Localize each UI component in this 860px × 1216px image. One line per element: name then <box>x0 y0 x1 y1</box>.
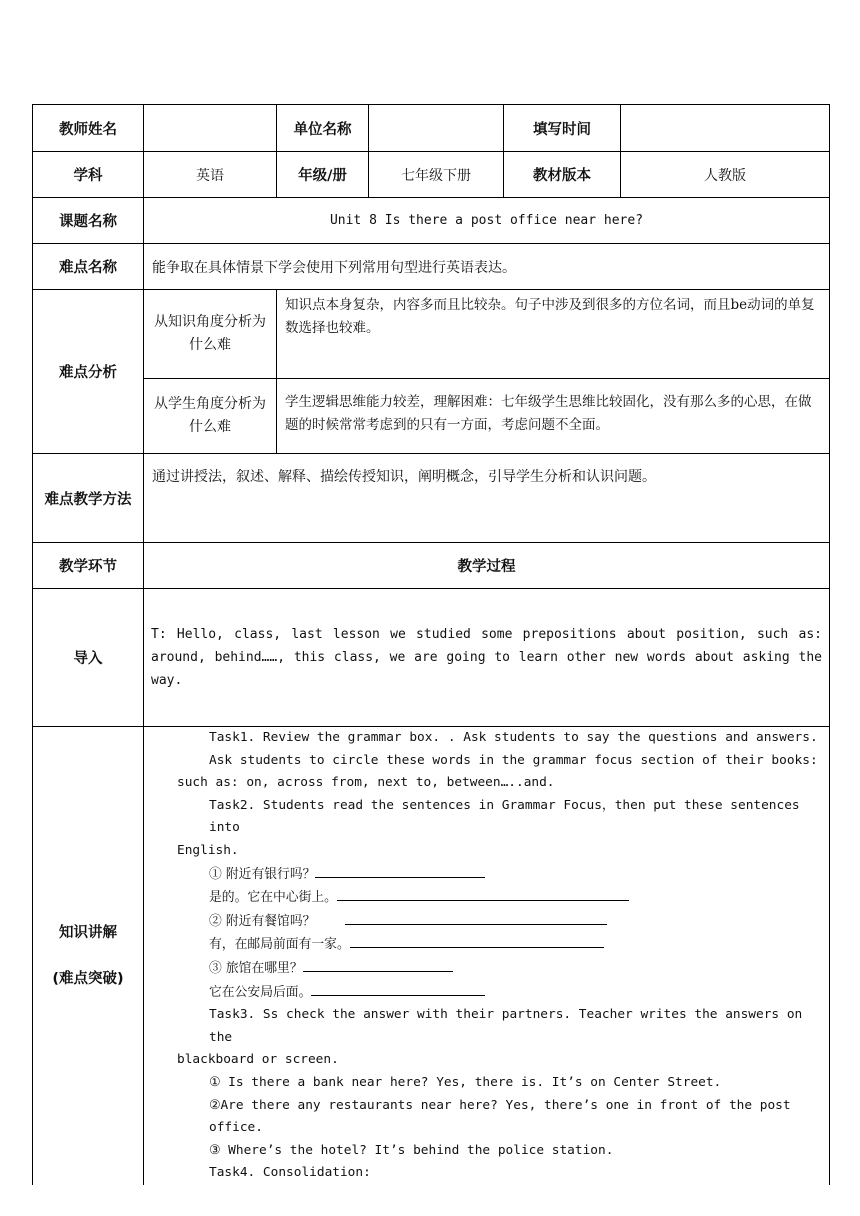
exercise-item: ③ 旅馆在哪里？ <box>177 957 823 981</box>
topic-value: Unit 8 Is there a post office near here? <box>144 198 830 244</box>
student-angle-text: 学生逻辑思维能力较差，理解困难：七年级学生思维比较固化，没有那么多的心思，在做题的时候常常考虑到的只有一方面，考虑问题不全面。 <box>277 379 830 454</box>
knowledge-angle-label: 从知识角度分析为什么难 <box>144 290 277 379</box>
intro-row <box>33 589 830 727</box>
difficulty-row <box>33 244 830 290</box>
fill-date-value <box>621 105 830 152</box>
info-row <box>33 152 830 198</box>
knowledge-angle-text: 知识点本身复杂，内容多而且比较杂。句子中涉及到很多的方位名词，而且be动词的单复数选择也较难。 <box>277 290 830 379</box>
answer-line: ① Is there a bank near here? Yes, there is. It’s on Center Street. <box>209 1074 722 1090</box>
method-row <box>33 454 830 543</box>
grade-value: 七年级下册 <box>369 152 504 198</box>
unit-name-value <box>369 105 504 152</box>
task1-line: such as: on, across from, next to, between…..and. <box>177 775 555 791</box>
answer-blank[interactable] <box>345 910 607 925</box>
subject-value: 英语 <box>144 152 277 198</box>
intro-label: 导入 <box>33 589 144 727</box>
task4-line: Task4. Consolidation: <box>209 1165 371 1181</box>
grade-label: 年级/册 <box>277 152 369 198</box>
process-label: 教学环节 <box>33 543 144 589</box>
header-row <box>33 105 830 152</box>
answer-blank[interactable] <box>311 981 485 996</box>
difficulty-value: 能争取在具体情景下学会使用下列常用句型进行英语表达。 <box>144 244 830 290</box>
topic-row <box>33 198 830 244</box>
knowledge-label-cell <box>33 727 144 1185</box>
subject-label: 学科 <box>33 152 144 198</box>
task2-line: Task2. Students read the sentences in Grammar Focus，then put these sentences into <box>209 797 800 836</box>
knowledge-content <box>144 727 830 1185</box>
exercise-item: 有，在邮局前面有一家。 <box>177 933 823 957</box>
answer-line: ②Are there any restaurants near here? Yes, there’s one in front of the post office. <box>209 1097 791 1136</box>
unit-name-label: 单位名称 <box>277 105 369 152</box>
edition-value: 人教版 <box>621 152 830 198</box>
teacher-name-label: 教师姓名 <box>33 105 144 152</box>
knowledge-label: 知识讲解 <box>59 924 117 941</box>
knowledge-row <box>33 727 830 1185</box>
exercise-item: 是的。它在中心街上。 <box>177 886 823 910</box>
teacher-name-value <box>144 105 277 152</box>
analysis-label: 难点分析 <box>33 290 144 454</box>
analysis-knowledge-row <box>33 290 830 379</box>
task3-line: Task3. Ss check the answer with their partners. Teacher writes the answers on the <box>209 1007 803 1045</box>
answer-blank[interactable] <box>315 863 485 878</box>
method-text: 通过讲授法，叙述、解释、描绘传授知识，阐明概念，引导学生分析和认识问题。 <box>144 454 830 543</box>
knowledge-sublabel: (难点突破) <box>52 970 124 987</box>
exercise-item: ① 附近有银行吗？ <box>177 863 823 887</box>
student-angle-label: 从学生角度分析为什么难 <box>144 379 277 454</box>
lesson-plan-table <box>32 104 830 1185</box>
lesson-plan-page <box>32 104 829 1185</box>
exercise-item: 它在公安局后面。 <box>177 981 823 1005</box>
fill-date-label: 填写时间 <box>504 105 621 152</box>
answer-line: ③ Where’s the hotel? It’s behind the police station. <box>209 1142 614 1158</box>
method-label: 难点教学方法 <box>33 454 144 543</box>
topic-label: 课题名称 <box>33 198 144 244</box>
process-header-row <box>33 543 830 589</box>
task1-line: Task1. Review the grammar box. . Ask students to say the questions and answers. <box>209 730 818 745</box>
analysis-student-row <box>33 379 830 454</box>
difficulty-label: 难点名称 <box>33 244 144 290</box>
exercise-item: ② 附近有餐馆吗？ <box>177 910 823 934</box>
process-header: 教学过程 <box>144 543 830 589</box>
task2-line: English. <box>177 842 239 858</box>
task3-line: blackboard or screen. <box>177 1052 339 1068</box>
edition-label: 教材版本 <box>504 152 621 198</box>
intro-text: T: Hello, class, last lesson we studied some prepositions about position, such as: around, behind……, this class, we are going to learn other new words about asking the way. <box>144 589 830 727</box>
answer-blank[interactable] <box>337 886 629 901</box>
answer-blank[interactable] <box>350 933 604 948</box>
answer-blank[interactable] <box>303 957 453 972</box>
task1-line: Ask students to circle these words in the grammar focus section of their books: <box>209 752 818 768</box>
